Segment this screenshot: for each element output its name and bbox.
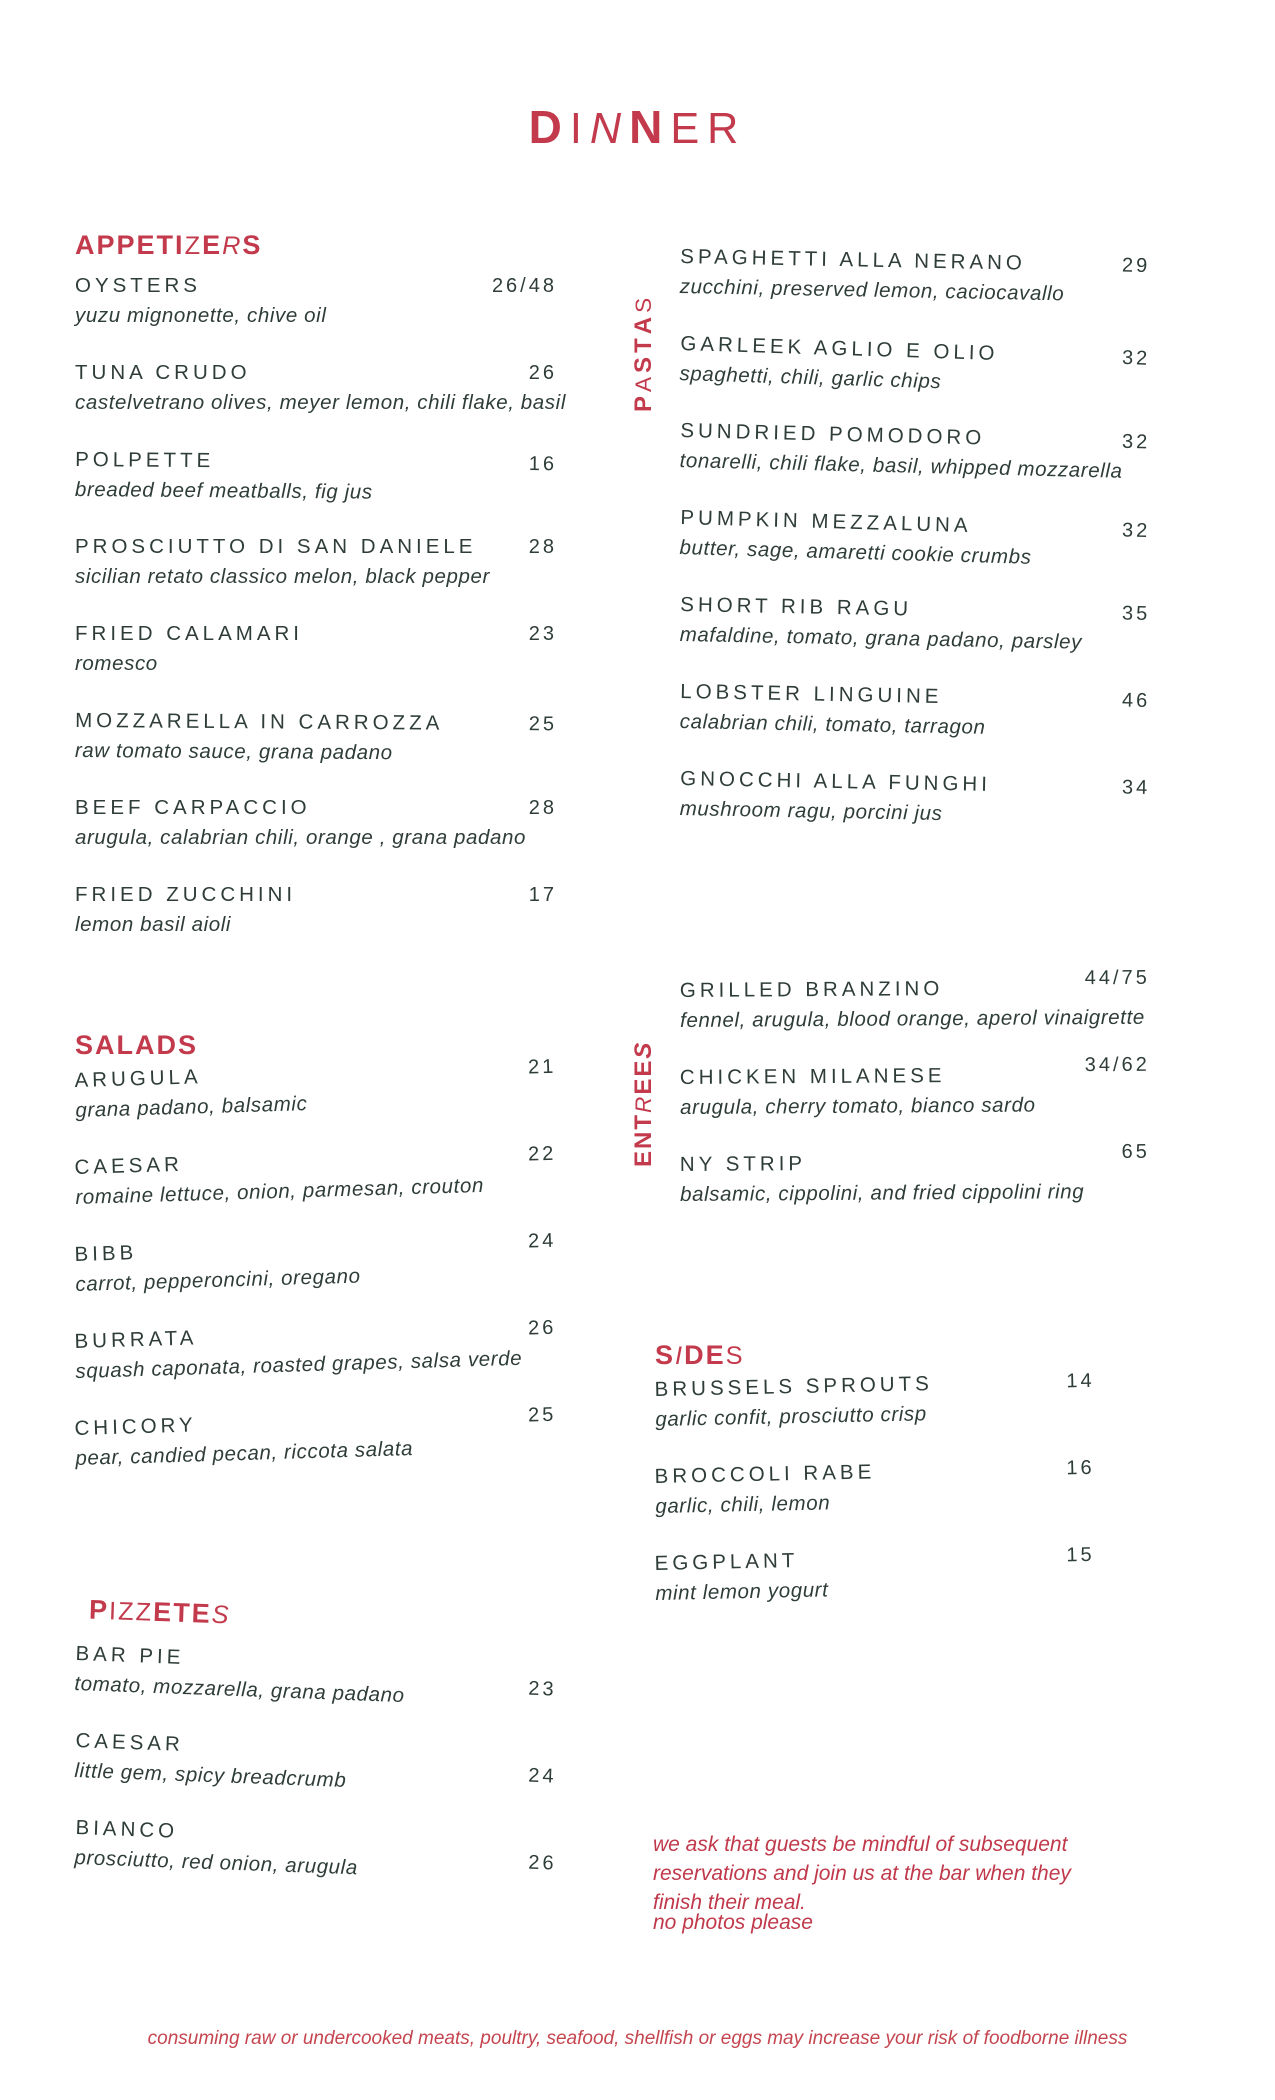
item-name: OYSTERS <box>75 274 201 297</box>
item-name: BAR PIE <box>75 1642 185 1669</box>
item-description: lemon basil aioli <box>75 913 232 936</box>
item-price: 24 <box>527 1229 557 1253</box>
item-name: CAESAR <box>75 1729 185 1756</box>
item-price: 28 <box>528 536 557 558</box>
page-title: DINNER <box>528 101 747 153</box>
salads-items <box>74 1055 557 1474</box>
item-name: FRIED ZUCCHINI <box>75 883 297 906</box>
sides-items <box>654 1369 1095 1609</box>
menu-item <box>75 445 558 509</box>
section-entrees <box>630 962 1150 1237</box>
section-pizzetes <box>75 1596 557 1900</box>
section-sides <box>655 1338 1095 1636</box>
item-description: pear, candied pecan, riccota salata <box>75 1436 414 1470</box>
item-name: GRILLED BRANZINO <box>679 977 944 1003</box>
item-name: CHICKEN MILANESE <box>679 1064 946 1090</box>
menu-item <box>75 358 566 418</box>
menu-item <box>654 1366 1095 1435</box>
item-price: 35 <box>1121 602 1151 626</box>
item-price: 34/62 <box>1084 1053 1150 1077</box>
menu-item <box>679 966 1150 1036</box>
item-price: 16 <box>1066 1456 1095 1480</box>
item-description: zucchini, preserved lemon, caciocavallo <box>679 274 1065 306</box>
menu-item <box>74 1813 558 1891</box>
menu-item <box>74 1313 558 1387</box>
section-salads <box>75 1028 557 1501</box>
item-description: garlic confit, prosciutto crisp <box>655 1402 928 1431</box>
item-description: mafaldine, tomato, grana padano, parsley <box>679 622 1083 654</box>
entrees-items <box>680 962 1150 1210</box>
item-description: butter, sage, amaretti cookie crumbs <box>679 535 1032 569</box>
pizzetes-items <box>74 1639 557 1880</box>
item-name: CHICORY <box>74 1413 197 1441</box>
item-price: 32 <box>1121 430 1151 454</box>
item-description: prosciutto, red onion, arugula <box>74 1845 359 1880</box>
item-description: arugula, calabrian chili, orange , grana padano <box>75 826 527 849</box>
appetizers-items <box>74 271 566 940</box>
item-price: 23 <box>527 1677 557 1701</box>
item-price: 34 <box>1121 776 1151 800</box>
item-name: TUNA CRUDO <box>75 361 251 384</box>
item-price: 21 <box>527 1055 557 1079</box>
menu-item <box>679 503 1150 576</box>
menu-item <box>75 619 557 679</box>
item-description: grana padano, balsamic <box>75 1092 308 1122</box>
item-description: sicilian retato classico melon, black pepper <box>75 565 490 588</box>
item-name: LOBSTER LINGUINE <box>680 680 943 709</box>
salads-heading: SALADS <box>75 1030 199 1060</box>
item-price: 17 <box>528 884 557 906</box>
menu-item <box>679 329 1151 404</box>
item-name: SPAGHETTI ALLA NERANO <box>680 245 1027 275</box>
sides-heading: SIDES <box>655 1340 745 1370</box>
item-description: mint lemon yogurt <box>655 1578 829 1605</box>
menu-item <box>654 1540 1095 1609</box>
menu-item <box>679 764 1150 833</box>
pizzetes-heading: PIZZETES <box>88 1594 232 1630</box>
item-name: BIANCO <box>75 1816 179 1843</box>
item-name: BEEF CARPACCIO <box>75 796 311 819</box>
appetizers-heading: APPETIZERS <box>75 230 263 260</box>
pastas-vertical-heading: PASTAS <box>630 293 657 412</box>
item-name: GARLEEK AGLIO E OLIO <box>680 332 999 365</box>
menu-item <box>679 1140 1150 1210</box>
note-no-photos: no photos please <box>653 1911 813 1934</box>
menu-item <box>75 880 557 940</box>
item-price: 65 <box>1121 1140 1150 1163</box>
item-description: little gem, spicy breadcrumb <box>74 1758 347 1792</box>
item-price: 26 <box>528 362 557 384</box>
item-price: 25 <box>528 713 558 736</box>
menu-item <box>679 677 1150 746</box>
menu-item <box>74 1226 558 1300</box>
item-name: SHORT RIB RAGU <box>680 593 913 621</box>
section-pastas <box>630 228 1150 851</box>
item-name: EGGPLANT <box>654 1548 799 1576</box>
item-price: 26 <box>527 1316 557 1340</box>
item-price: 26 <box>527 1851 557 1875</box>
item-price: 14 <box>1066 1369 1095 1393</box>
item-name: NY STRIP <box>679 1152 807 1177</box>
menu-item <box>654 1453 1095 1522</box>
menu-item <box>75 706 557 769</box>
item-price: 16 <box>528 452 558 476</box>
item-price: 28 <box>528 797 557 819</box>
item-description: balsamic, cippolini, and fried cippolini ring <box>680 1180 1085 1206</box>
item-name: SUNDRIED POMODORO <box>680 419 986 450</box>
item-description: tonarelli, chili flake, basil, whipped mozzarella <box>679 448 1123 483</box>
item-description: squash caponata, roasted grapes, salsa verde <box>75 1346 523 1383</box>
item-price: 23 <box>528 623 557 645</box>
menu-item <box>679 590 1150 659</box>
item-name: POLPETTE <box>75 448 215 473</box>
item-description: castelvetrano olives, meyer lemon, chili flake, basil <box>75 391 566 414</box>
menu-item <box>74 1639 558 1717</box>
item-price: 44/75 <box>1084 966 1150 990</box>
item-description: romesco <box>75 652 158 675</box>
item-description: spaghetti, chili, garlic chips <box>679 361 942 394</box>
item-price: 26/48 <box>491 275 557 297</box>
item-description: fennel, arugula, blood orange, aperol vinaigrette <box>680 1005 1145 1032</box>
footer-disclaimer: consuming raw or undercooked meats, poultry, seafood, shellfish or eggs may increase your risk of foodborne illness <box>147 2028 1128 2049</box>
menu-item <box>679 242 1150 311</box>
item-name: BIBB <box>74 1241 138 1267</box>
item-description: yuzu mignonette, chive oil <box>75 304 327 327</box>
item-price: 32 <box>1121 346 1151 370</box>
item-price: 22 <box>527 1142 557 1166</box>
menu-item <box>75 793 557 853</box>
item-description: raw tomato sauce, grana padano <box>74 738 393 765</box>
item-description: garlic, chili, lemon <box>655 1491 831 1518</box>
menu-item <box>74 1052 558 1126</box>
item-price: 15 <box>1066 1543 1095 1567</box>
menu-item <box>679 416 1150 487</box>
pastas-items <box>680 228 1150 824</box>
item-name: GNOCCHI ALLA FUNGHI <box>680 767 992 796</box>
menu-item <box>75 271 557 331</box>
section-appetizers <box>74 228 566 967</box>
item-name: PUMPKIN MEZZALUNA <box>680 506 972 538</box>
item-description: breaded beef meatballs, fig jus <box>74 477 373 504</box>
note-reservations: we ask that guests be mindful of subsequent reservations and join us at the bar when they finish their meal. <box>653 1833 1071 1914</box>
item-name: BRUSSELS SPROUTS <box>654 1372 934 1402</box>
menu-item <box>679 1053 1150 1123</box>
item-name: ARUGULA <box>74 1065 202 1093</box>
menu-item <box>74 1726 558 1804</box>
item-name: MOZZARELLA IN CARROZZA <box>75 709 444 735</box>
item-description: romaine lettuce, onion, parmesan, crouton <box>75 1173 485 1209</box>
item-name: BROCCOLI RABE <box>654 1460 876 1489</box>
item-name: PROSCIUTTO DI SAN DANIELE <box>75 535 477 558</box>
item-price: 25 <box>527 1403 557 1427</box>
item-price: 29 <box>1121 254 1151 278</box>
item-description: calabrian chili, tomato, tarragon <box>679 709 986 739</box>
item-name: BURRATA <box>74 1326 198 1354</box>
item-description: carrot, pepperoncini, oregano <box>75 1264 361 1296</box>
item-price: 24 <box>527 1764 557 1788</box>
item-description: mushroom ragu, porcini jus <box>679 796 943 826</box>
menu-item <box>74 1139 558 1213</box>
item-name: CAESAR <box>74 1152 184 1180</box>
entrees-vertical-heading: ENTREES <box>630 1040 657 1167</box>
menu-item <box>74 1400 558 1474</box>
item-price: 32 <box>1121 519 1151 543</box>
item-price: 46 <box>1121 689 1151 713</box>
item-description: arugula, cherry tomato, bianco sardo <box>680 1093 1036 1119</box>
menu-item <box>75 532 557 592</box>
item-name: FRIED CALAMARI <box>75 622 303 645</box>
item-description: tomato, mozzarella, grana padano <box>74 1671 405 1708</box>
